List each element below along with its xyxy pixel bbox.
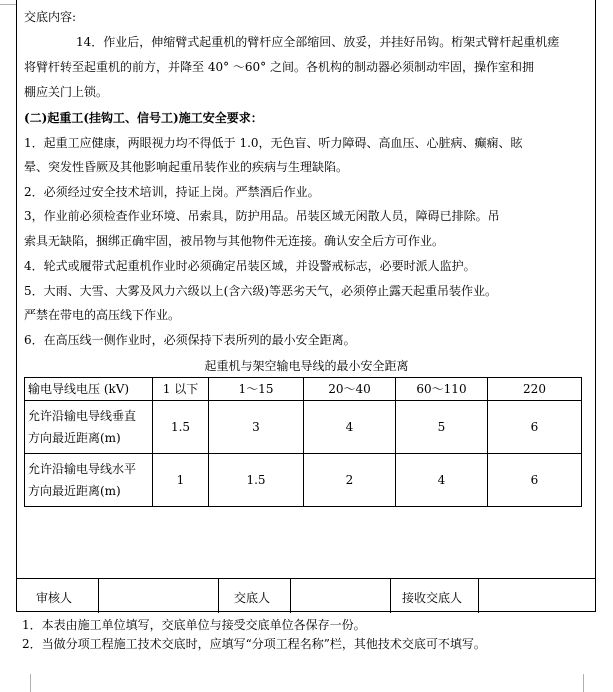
- item-5-line-2: 严禁在带电的高压线下作业。: [24, 308, 181, 322]
- table-cell: 4: [304, 401, 396, 454]
- item-4: 4．轮式或履带式起重机作业时必须确定吊装区域，并设警戒标志，必要时派人监护。: [24, 259, 476, 273]
- header-voltage: 输电导线电压 (kV): [25, 378, 153, 401]
- signature-divider: [390, 579, 391, 613]
- item-3-line-1: 3，作业前必须检查作业环境、吊索具，防护用品。吊装区域无闲散人员，障碍已排除。吊: [24, 209, 500, 223]
- disclosure-content-label: 交底内容:: [24, 10, 77, 24]
- discloser-signature-field[interactable]: [290, 579, 291, 613]
- table-header-row: [25, 378, 582, 401]
- item-1-line-2: 晕、突发性昏厥及其他影响起重吊装作业的疾病与生理缺陷。: [24, 160, 349, 174]
- discloser-label: 交底人: [234, 591, 271, 605]
- section-2-title: (二)起重工(挂钩工、信号工)施工安全要求：: [24, 111, 263, 125]
- paragraph-14-line-3: 棚应关门上锁。: [24, 85, 109, 99]
- header-col-1: 1 以下: [153, 378, 209, 401]
- table-cell: 5: [396, 401, 488, 454]
- header-col-2: 1～15: [209, 378, 304, 401]
- table-cell: 6: [488, 454, 582, 507]
- reviewer-signature-field[interactable]: [98, 579, 99, 613]
- row-label-horizontal-line-1: 允许沿输电导线水平: [28, 462, 137, 476]
- row-label-horizontal: [25, 454, 153, 507]
- table-cell: 1: [153, 454, 209, 507]
- table-cell: 6: [488, 401, 582, 454]
- row-label-vertical-line-1: 允许沿输电导线垂直: [28, 409, 137, 423]
- receiver-label: 接收交底人: [402, 591, 463, 605]
- item-1-line-1: 1．起重工应健康，两眼视力均不得低于 1.0，无色盲、听力障碍、高血压、心脏病、癫痫、眩: [24, 136, 523, 150]
- paragraph-14-line-1: 14．作业后，伸缩臂式起重机的臂杆应全部缩回、放妥，并挂好吊钩。桁架式臂杆起重机瘥: [76, 35, 560, 49]
- row-label-vertical: [25, 401, 153, 454]
- table-cell: 2: [304, 454, 396, 507]
- receiver-signature-field[interactable]: [478, 579, 479, 613]
- table-cell: 1.5: [209, 454, 304, 507]
- signature-divider: [218, 579, 219, 613]
- crop-mark-bottom-right: [583, 674, 584, 692]
- item-2: 2．必须经过安全技术培训，持证上岗。严禁酒后作业。: [24, 185, 320, 199]
- item-3-line-2: 索具无缺陷，捆绑正确牢固，被吊物与其他物件无连接。确认安全后方可作业。: [24, 234, 445, 248]
- table-cell: 4: [396, 454, 488, 507]
- signature-row: [16, 578, 596, 613]
- row-label-vertical-line-2: 方向最近距离(m): [28, 431, 121, 445]
- table-caption: 起重机与架空输电导线的最小安全距离: [204, 359, 409, 373]
- row-label-horizontal-line-2: 方向最近距离(m): [28, 484, 121, 498]
- reviewer-label: 审核人: [36, 591, 73, 605]
- table-row: [25, 401, 582, 454]
- footnote-1: 1．本表由施工单位填写，交底单位与接受交底单位各保存一份。: [22, 618, 366, 632]
- table-cell: 1.5: [153, 401, 209, 454]
- header-col-5: 220: [488, 378, 582, 401]
- crop-mark-top-left: [0, 4, 16, 5]
- table-cell: 3: [209, 401, 304, 454]
- safety-distance-table: [24, 377, 582, 507]
- paragraph-14-line-2: 将臂杆转至起重机的前方，并降至 40° ～60° 之间。各机构的制动器必须制动牢固，操作室和拥: [24, 60, 534, 74]
- item-5-line-1: 5．大雨、大雪、大雾及风力六级以上(含六级)等恶劣天气，必须停止露天起重吊装作业。: [24, 284, 498, 298]
- header-col-4: 60～110: [396, 378, 488, 401]
- table-row: [25, 454, 582, 507]
- crop-mark-bottom-left: [30, 674, 31, 692]
- header-col-3: 20～40: [304, 378, 396, 401]
- footnote-2: 2．当做分项工程施工技术交底时，应填写“分项工程名称”栏，其他技术交底可不填写。: [22, 637, 486, 651]
- item-6: 6．在高压线一侧作业时，必须保持下表所列的最小安全距离。: [24, 333, 356, 347]
